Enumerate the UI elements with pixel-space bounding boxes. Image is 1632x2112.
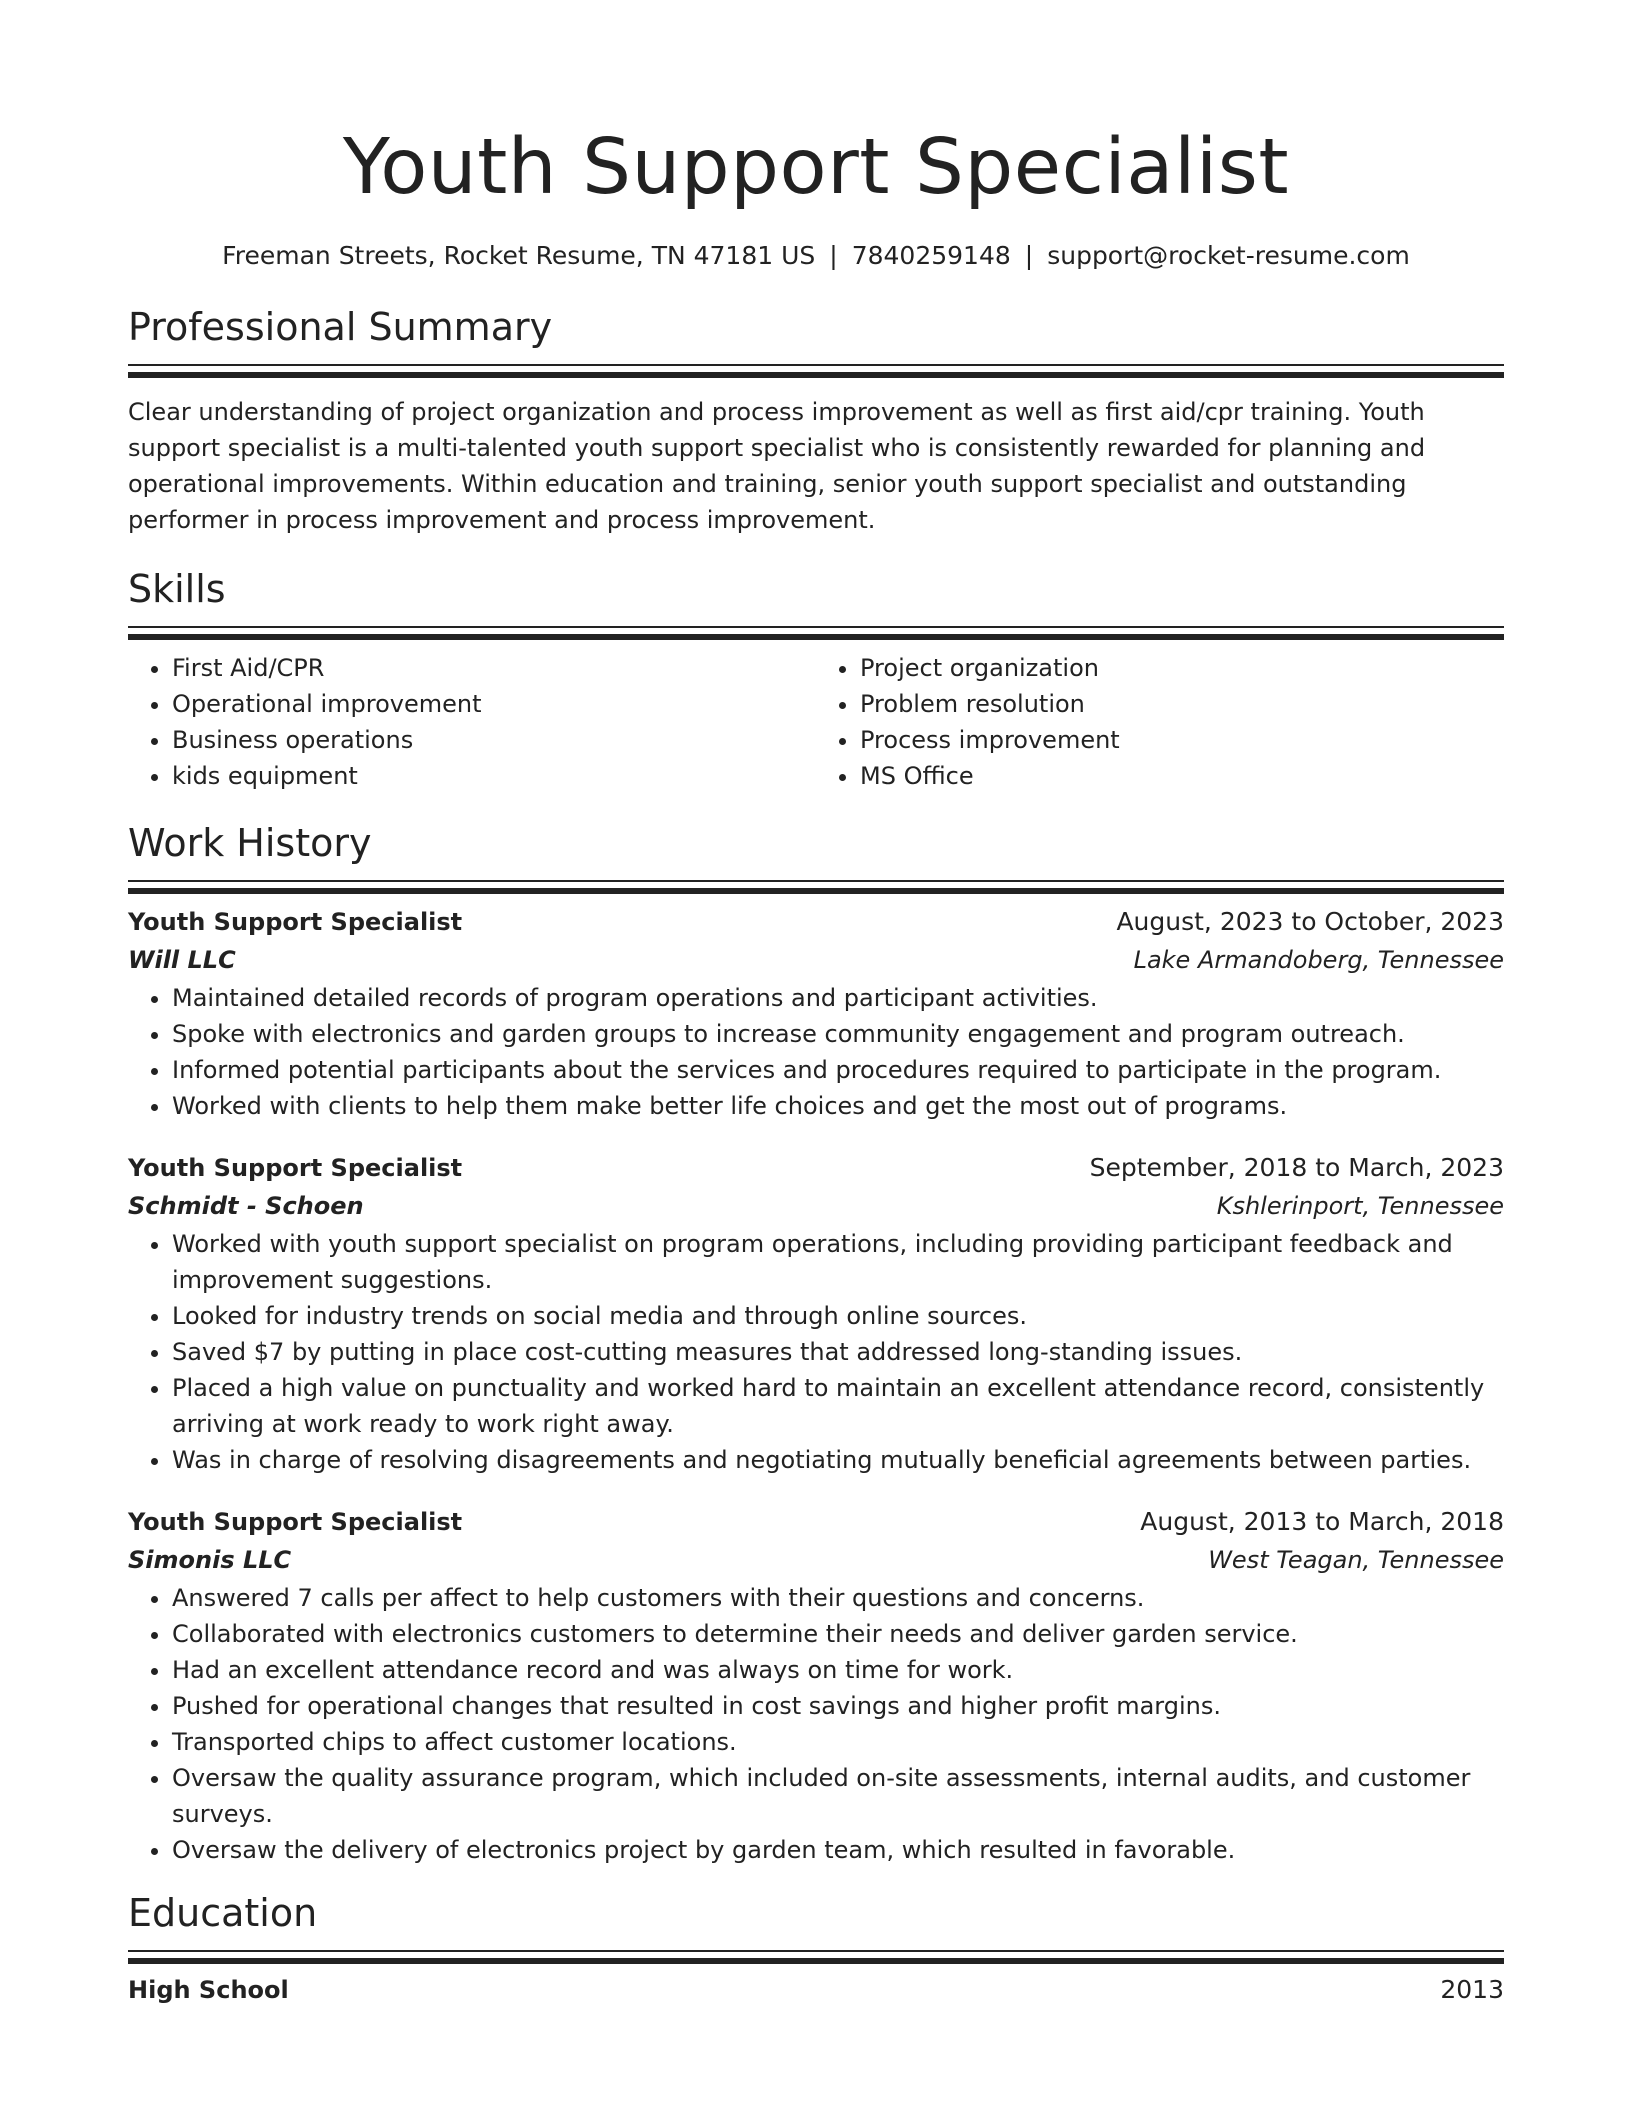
job-duty: • Placed a high value on punctuality and worked hard to maintain an excellent attendance record, consistently arriving at work ready to work right away.: [172, 1370, 1504, 1442]
summary-section: [128, 304, 1504, 538]
skills-heading: Skills: [128, 567, 226, 611]
job-dates: August, 2013 to March, 2018: [1140, 1507, 1504, 1536]
section-divider: [128, 364, 1504, 378]
contact-phone: 7840259148: [851, 241, 1011, 270]
job-location: Kshlerinport, Tennessee: [1216, 1192, 1504, 1220]
job-duty: • Pushed for operational changes that resulted in cost savings and higher profit margins.: [172, 1688, 1504, 1724]
skill-item: • Project organization: [860, 650, 1504, 686]
job-duties-list: [128, 1226, 1504, 1478]
job-duty: • Oversaw the quality assurance program, which included on-site assessments, internal audits, and customer surveys.: [172, 1760, 1504, 1832]
work-history-section: [128, 820, 1504, 1868]
job-company: Will LLC: [128, 946, 236, 974]
job-title: Youth Support Specialist: [128, 908, 463, 936]
contact-separator: |: [1024, 241, 1034, 270]
summary-text: Clear understanding of project organization and process improvement as well as first aid/cpr training. Youth support specialist is a multi-talented youth support specialist who is consistently rewarded for planning and operational improvements. Within education and training, senior youth support specialist and outstanding performer in process improvement and process improvement.: [128, 398, 1426, 534]
skill-item: • Process improvement: [860, 722, 1504, 758]
job-subheader: [128, 1540, 1504, 1580]
summary-heading: Professional Summary: [128, 305, 553, 349]
skills-column-right: [816, 650, 1504, 794]
contact-email: support@rocket-resume.com: [1047, 241, 1410, 270]
skill-item: • kids equipment: [172, 758, 816, 794]
job-entry: [128, 904, 1504, 1124]
job-dates: September, 2018 to March, 2023: [1089, 1153, 1504, 1182]
work-history-heading: Work History: [128, 821, 372, 865]
job-duty: • Oversaw the delivery of electronics project by garden team, which resulted in favorable.: [172, 1832, 1504, 1868]
job-duty: • Collaborated with electronics customers to determine their needs and deliver garden service.: [172, 1616, 1504, 1652]
job-location: Lake Armandoberg, Tennessee: [1133, 946, 1504, 974]
job-duty: • Saved $7 by putting in place cost-cutting measures that addressed long-standing issues.: [172, 1334, 1504, 1370]
job-dates: August, 2023 to October, 2023: [1116, 907, 1504, 936]
job-duties-list: [128, 1580, 1504, 1868]
job-title: Youth Support Specialist: [128, 1154, 463, 1182]
skills-column-left: [128, 650, 816, 794]
job-title: Youth Support Specialist: [128, 1508, 463, 1536]
contact-separator: |: [829, 241, 838, 270]
education-entry: [128, 1972, 1504, 2008]
skill-item: • Business operations: [172, 722, 816, 758]
skills-list-left: [128, 650, 816, 794]
job-duty: • Looked for industry trends on social media and through online sources.: [172, 1298, 1504, 1334]
job-entry: [128, 1150, 1504, 1478]
job-header: [128, 1504, 1504, 1540]
job-duty: • Maintained detailed records of program operations and participant activities.: [172, 980, 1504, 1016]
skills-section: [128, 566, 1504, 794]
education-heading: Education: [128, 1891, 318, 1935]
job-header: [128, 904, 1504, 940]
job-location: West Teagan, Tennessee: [1208, 1546, 1504, 1574]
job-duty: • Informed potential participants about the services and procedures required to participate in the program.: [172, 1052, 1504, 1088]
job-header: [128, 1150, 1504, 1186]
section-divider: [128, 880, 1504, 894]
section-divider: [128, 626, 1504, 640]
job-duty: • Worked with youth support specialist on program operations, including providing participant feedback and improvement suggestions.: [172, 1226, 1504, 1298]
skill-item: • Problem resolution: [860, 686, 1504, 722]
job-duty: • Was in charge of resolving disagreements and negotiating mutually beneficial agreements between parties.: [172, 1442, 1504, 1478]
skill-item: • MS Office: [860, 758, 1504, 794]
job-subheader: [128, 1186, 1504, 1226]
job-subheader: [128, 940, 1504, 980]
job-duties-list: [128, 980, 1504, 1124]
job-duty: • Worked with clients to help them make better life choices and get the most out of programs.: [172, 1088, 1504, 1124]
contact-line: [128, 238, 1504, 274]
education-degree: High School: [128, 1976, 289, 2004]
job-duty: • Transported chips to affect customer locations.: [172, 1724, 1504, 1760]
job-duty: • Had an excellent attendance record and was always on time for work.: [172, 1652, 1504, 1688]
skill-item: • Operational improvement: [172, 686, 816, 722]
skills-grid: [128, 650, 1504, 794]
job-company: Schmidt - Schoen: [128, 1192, 364, 1220]
skills-list-right: [816, 650, 1504, 794]
job-duty: • Spoke with electronics and garden groups to increase community engagement and program outreach.: [172, 1016, 1504, 1052]
resume-title: Youth Support Specialist: [342, 123, 1290, 212]
skill-item: • First Aid/CPR: [172, 650, 816, 686]
section-divider: [128, 1950, 1504, 1964]
contact-address: Freeman Streets, Rocket Resume, TN 47181 US: [222, 241, 816, 270]
job-entry: [128, 1504, 1504, 1868]
job-company: Simonis LLC: [128, 1546, 292, 1574]
job-duty: • Answered 7 calls per affect to help customers with their questions and concerns.: [172, 1580, 1504, 1616]
education-section: [128, 1890, 1504, 2008]
education-year: 2013: [1440, 1975, 1504, 2004]
